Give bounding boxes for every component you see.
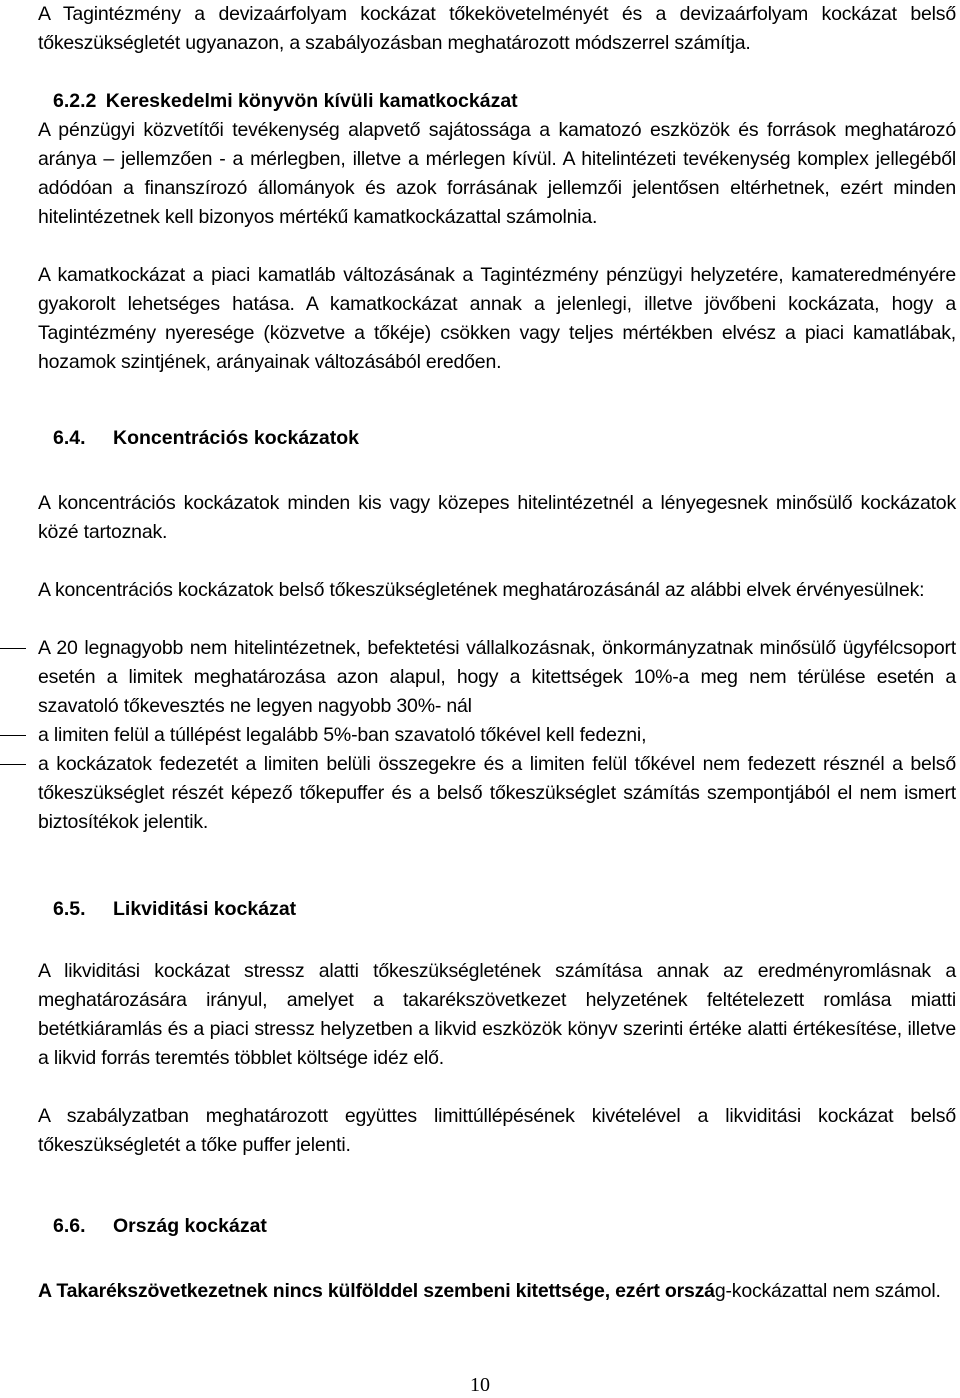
list-item: A 20 legnagyobb nem hitelintézetnek, befektetési vállalkozásnak, önkormányzatnak minősülő ügyfélcsoport esetén a limitek meghatározása azon alapul, hogy a kitettségek 10%-a meg nem térülése esetén a szavatoló tőkevesztés ne legyen nagyobb 30%- nál: [38, 634, 956, 721]
paragraph-country-risk: [38, 1277, 956, 1306]
section-6-2-2: [38, 87, 956, 232]
section-6-4: [38, 424, 956, 453]
paragraph-liquidity-2: A szabályzatban meghatározott együttes limittúllépésének kivételével a likviditási kockázat belső tőkeszükségletét a tőke puffer jelenti.: [38, 1105, 956, 1156]
section-number: 6.2.2: [53, 90, 97, 112]
section-number: 6.5.: [53, 898, 86, 920]
paragraph-interest-rate-risk: A kamatkockázat a piaci kamatláb változásának a Tagintézmény pénzügyi helyzetére, kamateredményére gyakorolt lehetséges hatása. A kamatkockázat annak a jelenlegi, illetve jövőbeni kockázata, hogy a Tagintézmény nyeresége (közvetve a tőkéje) csökken vagy teljes mértékben elvész a piaci kamatlábak, hozamok szintjének, arányainak változásából eredően.: [38, 264, 956, 373]
section-title: Kereskedelmi könyvön kívüli kamatkockázat: [105, 90, 518, 112]
paragraph-fx-capital: A Tagintézmény a devizaárfolyam kockázat tőkekövetelményét és a devizaárfolyam kockázat belső tőkeszükségletét ugyanazon, a szabályozásban meghatározott módszerrel számítja.: [38, 3, 956, 54]
section-title: Koncentrációs kockázatok: [113, 427, 360, 449]
section-number: 6.4.: [53, 427, 86, 449]
section-number: 6.6.: [53, 1215, 86, 1237]
section-heading: [38, 1212, 956, 1241]
section-6-6: [38, 1212, 956, 1241]
list-item: a limiten felül a túllépést legalább 5%-ban szavatoló tőkével kell fedezni,: [38, 721, 956, 750]
paragraph-concentration-1: A koncentrációs kockázatok minden kis vagy közepes hitelintézetnél a lényegesnek minősülő kockázatok közé tartoznak.: [38, 492, 956, 543]
paragraph-concentration-2: A koncentrációs kockázatok belső tőkeszükségletének meghatározásánál az alábbi elvek érvényesülnek:: [38, 579, 925, 601]
regular-text: g-kockázattal nem számol.: [714, 1280, 941, 1302]
section-heading: [38, 87, 956, 116]
bold-text: A Takarékszövetkezetnek nincs külfölddel szembeni kitettsége, ezért orszá: [38, 1280, 715, 1302]
paragraph: A pénzügyi közvetítői tevékenység alapvető sajátossága a kamatozó eszközök és források meghatározó aránya – jellemzően - a mérlegben, illetve a mérlegen kívül. A hitelintézeti tevékenység komplex jellegéből adódóan a finanszírozó állományok és azok forrásának jellemzői jelentősen eltérhetnek, ezért minden hitelintézetnek kell bizonyos mértékű kamatkockázattal számolnia.: [38, 119, 956, 228]
principles-list: [38, 634, 956, 837]
dash-bullet-icon: [0, 764, 26, 765]
section-title: Ország kockázat: [113, 1215, 267, 1237]
section-heading: [38, 424, 956, 453]
section-heading: [38, 895, 956, 924]
section-title: Likviditási kockázat: [113, 898, 297, 920]
dash-bullet-icon: [0, 735, 26, 736]
list-item: a kockázatok fedezetét a limiten belüli összegekre és a limiten felül tőkével nem fedezett résznél a belső tőkeszükséglet részét képező tőkepuffer és a belső tőkeszükséglet számítás szempontjából el nem ismert biztosítékok jelentik.: [38, 750, 956, 837]
section-6-5: [38, 895, 956, 924]
paragraph-liquidity-1: A likviditási kockázat stressz alatti tőkeszükségletének számítása annak az eredményromlásnak a meghatározására irányul, amelyet a takarékszövetkezet helyzetének feltételezett romlása miatti betétkiáramlás és a piaci stressz helyzetben a likvid eszközök könyv szerinti értéke alatti értékesítése, illetve a likvid forrás teremtés többlet költsége idéz elő.: [38, 960, 956, 1069]
page-number: 10: [470, 1374, 490, 1396]
dash-bullet-icon: [0, 648, 26, 649]
